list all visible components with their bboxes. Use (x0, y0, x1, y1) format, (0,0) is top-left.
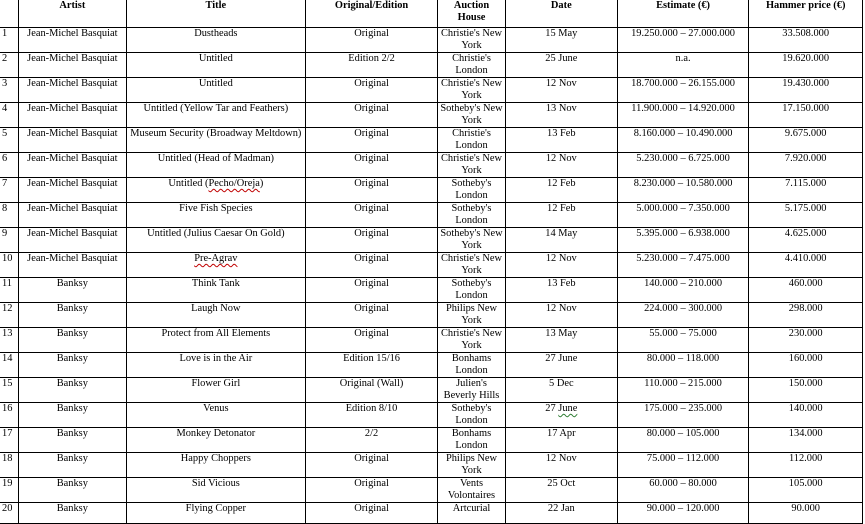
artist-cell: Jean-Michel Basquiat (18, 103, 126, 128)
auction-house-cell: Christie's New York (438, 328, 506, 353)
title-cell (126, 178, 305, 203)
artist-cell: Jean-Michel Basquiat (18, 28, 126, 53)
row-number: 11 (0, 278, 18, 303)
hammer-price-cell: 134.000 (749, 428, 863, 453)
date-cell (505, 403, 617, 428)
row-number: 5 (0, 128, 18, 153)
estimate-cell: 55.000 – 75.000 (617, 328, 749, 353)
auction-house-cell: Sotheby's New York (438, 228, 506, 253)
artist-cell: Jean-Michel Basquiat (18, 78, 126, 103)
table-row (0, 378, 863, 403)
hammer-price-cell: 230.000 (749, 328, 863, 353)
title-cell (126, 253, 305, 278)
table-row (0, 403, 863, 428)
hammer-price-cell: 140.000 (749, 403, 863, 428)
date-cell: 13 Nov (505, 103, 617, 128)
auction-house-cell: Artcurial (438, 503, 506, 524)
header-row (0, 0, 863, 28)
header-hammer-price: Hammer price (€) (749, 0, 863, 28)
title-cell: Untitled (Yellow Tar and Feathers) (126, 103, 305, 128)
title-cell: Five Fish Species (126, 203, 305, 228)
estimate-cell: 75.000 – 112.000 (617, 453, 749, 478)
spellcheck-word: Pre-Agrav (194, 253, 238, 264)
edition-cell: Original (305, 303, 437, 328)
edition-cell: Original (305, 253, 437, 278)
title-cell: Happy Choppers (126, 453, 305, 478)
edition-cell: Original (305, 203, 437, 228)
grammar-check-word: June (558, 403, 578, 414)
artist-cell: Jean-Michel Basquiat (18, 153, 126, 178)
title-cell: Laugh Now (126, 303, 305, 328)
hammer-price-cell: 298.000 (749, 303, 863, 328)
edition-cell: Original (305, 328, 437, 353)
artist-cell: Banksy (18, 378, 126, 403)
row-number: 17 (0, 428, 18, 453)
auction-house-cell: Philips New York (438, 303, 506, 328)
row-number: 1 (0, 28, 18, 53)
table-row (0, 228, 863, 253)
row-number: 7 (0, 178, 18, 203)
estimate-cell: 8.230.000 – 10.580.000 (617, 178, 749, 203)
auction-house-cell: Julien's Beverly Hills (438, 378, 506, 403)
date-cell: 27 June (505, 353, 617, 378)
table-row (0, 28, 863, 53)
row-number: 10 (0, 253, 18, 278)
auction-house-cell: Vents Volontaires (438, 478, 506, 503)
artist-cell: Banksy (18, 328, 126, 353)
date-cell: 15 May (505, 28, 617, 53)
estimate-cell: 8.160.000 – 10.490.000 (617, 128, 749, 153)
table-row (0, 153, 863, 178)
title-cell: Protect from All Elements (126, 328, 305, 353)
estimate-cell: 175.000 – 235.000 (617, 403, 749, 428)
estimate-cell: 19.250.000 – 27.000.000 (617, 28, 749, 53)
table-row (0, 103, 863, 128)
hammer-price-cell: 17.150.000 (749, 103, 863, 128)
row-number: 15 (0, 378, 18, 403)
hammer-price-cell: 19.430.000 (749, 78, 863, 103)
hammer-price-cell: 90.000 (749, 503, 863, 524)
header-date: Date (505, 0, 617, 28)
date-cell: 12 Feb (505, 178, 617, 203)
artist-cell: Banksy (18, 303, 126, 328)
date-cell: 13 Feb (505, 128, 617, 153)
edition-cell: Original (305, 78, 437, 103)
estimate-cell: 140.000 – 210.000 (617, 278, 749, 303)
title-cell: Untitled (126, 78, 305, 103)
auction-house-cell: Christie's New York (438, 253, 506, 278)
hammer-price-cell: 105.000 (749, 478, 863, 503)
hammer-price-cell: 150.000 (749, 378, 863, 403)
row-number: 16 (0, 403, 18, 428)
artist-cell: Jean-Michel Basquiat (18, 53, 126, 78)
row-number: 4 (0, 103, 18, 128)
auction-house-cell: Sotheby's New York (438, 103, 506, 128)
estimate-cell: 60.000 – 80.000 (617, 478, 749, 503)
estimate-cell: 80.000 – 118.000 (617, 353, 749, 378)
artist-cell: Banksy (18, 453, 126, 478)
artist-cell: Jean-Michel Basquiat (18, 128, 126, 153)
artist-cell: Jean-Michel Basquiat (18, 253, 126, 278)
title-cell: Monkey Detonator (126, 428, 305, 453)
row-number: 6 (0, 153, 18, 178)
row-number: 8 (0, 203, 18, 228)
table-row (0, 203, 863, 228)
auction-house-cell: Sotheby's London (438, 403, 506, 428)
table-row (0, 328, 863, 353)
edition-cell: Original (305, 228, 437, 253)
hammer-price-cell: 4.625.000 (749, 228, 863, 253)
table-row (0, 353, 863, 378)
edition-cell: Original (305, 103, 437, 128)
date-cell: 14 May (505, 228, 617, 253)
edition-cell: Original (305, 128, 437, 153)
table-row (0, 78, 863, 103)
table-row (0, 478, 863, 503)
title-cell: Untitled (126, 53, 305, 78)
table-row (0, 178, 863, 203)
title-cell: Venus (126, 403, 305, 428)
date-cell: 13 Feb (505, 278, 617, 303)
table-row (0, 503, 863, 524)
row-number: 3 (0, 78, 18, 103)
table-row (0, 53, 863, 78)
row-number: 19 (0, 478, 18, 503)
artist-cell: Banksy (18, 403, 126, 428)
header-auction-house: Auction House (438, 0, 506, 28)
auction-house-cell: Christie's London (438, 128, 506, 153)
estimate-cell: 90.000 – 120.000 (617, 503, 749, 524)
artist-cell: Banksy (18, 503, 126, 524)
estimate-cell: 5.000.000 – 7.350.000 (617, 203, 749, 228)
estimate-cell: 110.000 – 215.000 (617, 378, 749, 403)
edition-cell: Original (305, 28, 437, 53)
artist-cell: Banksy (18, 428, 126, 453)
estimate-cell: 11.900.000 – 14.920.000 (617, 103, 749, 128)
edition-cell: Edition 2/2 (305, 53, 437, 78)
edition-cell: Original (305, 153, 437, 178)
title-cell: Untitled (Julius Caesar On Gold) (126, 228, 305, 253)
table-row (0, 303, 863, 328)
title-text: ) (259, 178, 264, 189)
table-row (0, 428, 863, 453)
row-number: 18 (0, 453, 18, 478)
estimate-cell: n.a. (617, 53, 749, 78)
auction-house-cell: Sotheby's London (438, 178, 506, 203)
artist-cell: Banksy (18, 353, 126, 378)
auction-house-cell: Christie's New York (438, 28, 506, 53)
header-estimate: Estimate (€) (617, 0, 749, 28)
estimate-cell: 5.230.000 – 7.475.000 (617, 253, 749, 278)
hammer-price-cell: 112.000 (749, 453, 863, 478)
artist-cell: Banksy (18, 478, 126, 503)
date-cell: 12 Nov (505, 253, 617, 278)
hammer-price-cell: 19.620.000 (749, 53, 863, 78)
edition-cell: Original (305, 503, 437, 524)
edition-cell: Original (305, 453, 437, 478)
edition-cell: Original (305, 178, 437, 203)
row-number: 20 (0, 503, 18, 524)
estimate-cell: 80.000 – 105.000 (617, 428, 749, 453)
auction-house-cell: Bonhams London (438, 428, 506, 453)
date-cell: 12 Feb (505, 203, 617, 228)
hammer-price-cell: 7.920.000 (749, 153, 863, 178)
hammer-price-cell: 33.508.000 (749, 28, 863, 53)
estimate-cell: 18.700.000 – 26.155.000 (617, 78, 749, 103)
estimate-cell: 5.395.000 – 6.938.000 (617, 228, 749, 253)
artist-cell: Banksy (18, 278, 126, 303)
date-cell: 13 May (505, 328, 617, 353)
title-cell: Dustheads (126, 28, 305, 53)
artist-cell: Jean-Michel Basquiat (18, 203, 126, 228)
hammer-price-cell: 9.675.000 (749, 128, 863, 153)
edition-cell: Original (Wall) (305, 378, 437, 403)
date-cell: 25 Oct (505, 478, 617, 503)
date-cell: 5 Dec (505, 378, 617, 403)
hammer-price-cell: 4.410.000 (749, 253, 863, 278)
title-cell: Love is in the Air (126, 353, 305, 378)
date-cell: 22 Jan (505, 503, 617, 524)
date-text: 27 (545, 403, 559, 414)
estimate-cell: 5.230.000 – 6.725.000 (617, 153, 749, 178)
header-title: Title (126, 0, 305, 28)
auction-house-cell: Bonhams London (438, 353, 506, 378)
auction-house-cell: Christie's New York (438, 78, 506, 103)
edition-cell: Original (305, 478, 437, 503)
artist-cell: Jean-Michel Basquiat (18, 178, 126, 203)
row-number: 12 (0, 303, 18, 328)
date-cell: 17 Apr (505, 428, 617, 453)
estimate-cell: 224.000 – 300.000 (617, 303, 749, 328)
title-cell: Think Tank (126, 278, 305, 303)
row-number: 13 (0, 328, 18, 353)
hammer-price-cell: 7.115.000 (749, 178, 863, 203)
hammer-price-cell: 5.175.000 (749, 203, 863, 228)
auction-house-cell: Christie's New York (438, 153, 506, 178)
header-number (0, 0, 18, 28)
hammer-price-cell: 160.000 (749, 353, 863, 378)
auction-house-cell: Sotheby's London (438, 203, 506, 228)
header-original-edition: Original/Edition (305, 0, 437, 28)
title-cell: Flower Girl (126, 378, 305, 403)
row-number: 9 (0, 228, 18, 253)
date-cell: 12 Nov (505, 303, 617, 328)
auction-house-cell: Christie's London (438, 53, 506, 78)
hammer-price-cell: 460.000 (749, 278, 863, 303)
table-row (0, 253, 863, 278)
auction-house-cell: Sotheby's London (438, 278, 506, 303)
date-cell: 12 Nov (505, 78, 617, 103)
title-cell: Sid Vicious (126, 478, 305, 503)
date-cell: 25 June (505, 53, 617, 78)
edition-cell: 2/2 (305, 428, 437, 453)
date-cell: 12 Nov (505, 153, 617, 178)
title-text: Untitled ( (168, 178, 209, 189)
edition-cell: Edition 15/16 (305, 353, 437, 378)
artist-cell: Jean-Michel Basquiat (18, 228, 126, 253)
spellcheck-word: Pecho/Oreja (208, 178, 260, 189)
edition-cell: Edition 8/10 (305, 403, 437, 428)
date-cell: 12 Nov (505, 453, 617, 478)
table-row (0, 278, 863, 303)
table-row (0, 453, 863, 478)
title-cell: Museum Security (Broadway Meltdown) (126, 128, 305, 153)
auction-house-cell: Philips New York (438, 453, 506, 478)
table-row (0, 128, 863, 153)
row-number: 14 (0, 353, 18, 378)
title-cell: Untitled (Head of Madman) (126, 153, 305, 178)
edition-cell: Original (305, 278, 437, 303)
row-number: 2 (0, 53, 18, 78)
title-cell: Flying Copper (126, 503, 305, 524)
header-artist: Artist (18, 0, 126, 28)
